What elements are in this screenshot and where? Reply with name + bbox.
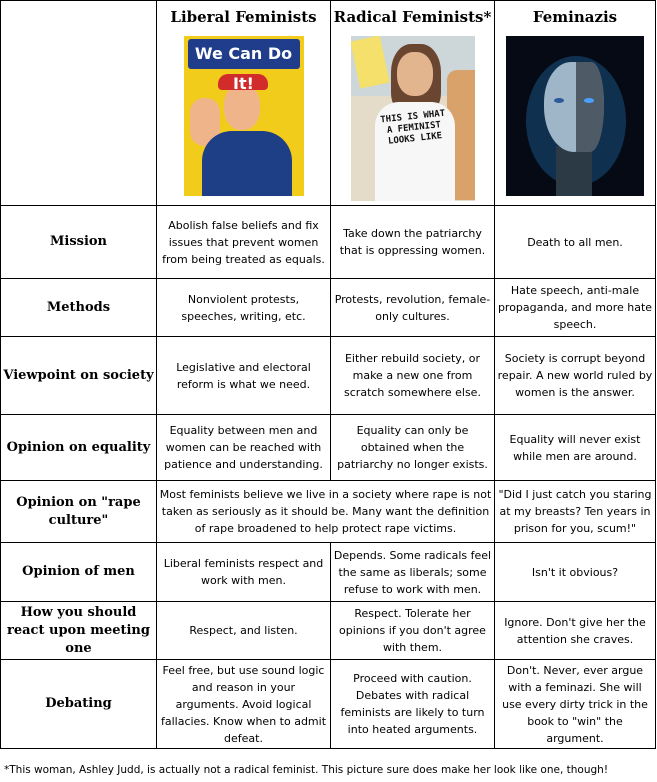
photo-face	[397, 52, 433, 96]
table-cell: Ignore. Don't give her the attention she craves.	[495, 602, 656, 660]
table-cell: Hate speech, anti-male propaganda, and more hate speech.	[495, 279, 656, 337]
table-cell: Death to all men.	[495, 206, 656, 279]
cyborg-neck	[556, 146, 592, 196]
cyborg-metal-half	[576, 62, 604, 152]
table-row-methods	[1, 279, 656, 337]
table-cell: Nonviolent protests, speeches, writing, etc.	[157, 279, 331, 337]
table-cell: Equality between men and women can be reached with patience and understanding.	[157, 415, 331, 481]
row-label: Methods	[1, 279, 157, 337]
row-label: Mission	[1, 206, 157, 279]
footnote: *This woman, Ashley Judd, is actually not a radical feminist. This picture sure does make her look like one, though!	[4, 764, 609, 776]
table-row-rape-culture	[1, 481, 656, 543]
header-row	[1, 1, 656, 206]
table-row-mission	[1, 206, 656, 279]
column-title-liberal: Liberal Feminists	[170, 8, 317, 26]
table-row-equality	[1, 415, 656, 481]
row-label: Debating	[1, 660, 157, 749]
table-cell: Either rebuild society, or make a new one from scratch somewhere else.	[331, 337, 495, 415]
table-cell: Society is corrupt beyond repair. A new world ruled by women is the answer.	[495, 337, 656, 415]
corner-cell	[1, 1, 157, 206]
column-header-liberal	[157, 1, 331, 206]
column-header-feminazis	[495, 1, 656, 206]
table-cell: Liberal feminists respect and work with men.	[157, 543, 331, 602]
poster-banner-text: We Can Do It!	[188, 39, 300, 69]
table-cell: Respect. Tolerate her opinions if you don't agree with them.	[331, 602, 495, 660]
table-cell: Abolish false beliefs and fix issues that prevent women from being treated as equals.	[157, 206, 331, 279]
table-row-react	[1, 602, 656, 660]
table-cell: Respect, and listen.	[157, 602, 331, 660]
row-label: Opinion on equality	[1, 415, 157, 481]
table-cell: Don't. Never, ever argue with a feminazi. She will use every dirty trick in the book to "win" the argument.	[495, 660, 656, 749]
cyborg-eye-left	[554, 98, 564, 103]
table-row-men	[1, 543, 656, 602]
table-cell: Protests, revolution, female-only cultures.	[331, 279, 495, 337]
table-cell: Equality can only be obtained when the patriarchy no longer exists.	[331, 415, 495, 481]
table-cell: Depends. Some radicals feel the same as liberals; some refuse to work with men.	[331, 543, 495, 602]
cyborg-eye-right	[584, 98, 594, 103]
table-cell: Legislative and electoral reform is what we need.	[157, 337, 331, 415]
table-cell: "Did I just catch you staring at my breasts? Ten years in prison for you, scum!"	[495, 481, 656, 543]
table-row-viewpoint	[1, 337, 656, 415]
table-cell: Proceed with caution. Debates with radical feminists are likely to turn into heated arguments.	[331, 660, 495, 749]
row-label: Viewpoint on society	[1, 337, 157, 415]
shirt-text: THIS IS WHAT A FEMINIST LOOKS LIKE	[379, 108, 446, 147]
cyborg-face-image	[506, 36, 644, 196]
row-label: Opinion on "rape culture"	[1, 481, 157, 543]
column-header-radical	[331, 1, 495, 206]
table-cell: Take down the patriarchy that is oppressing women.	[331, 206, 495, 279]
row-label: How you should react upon meeting one	[1, 602, 157, 660]
protester-photo-image	[351, 36, 475, 201]
column-title-feminazis: Feminazis	[532, 8, 618, 26]
table-cell: Equality will never exist while men are around.	[495, 415, 656, 481]
we-can-do-it-poster-image	[184, 36, 304, 196]
column-title-radical: Radical Feminists*	[333, 8, 492, 26]
merged-table-cell: Most feminists believe we live in a society where rape is not taken as seriously as it should be. Many want the definition of rape broadened to help protect rape victims.	[157, 481, 495, 543]
table-cell: Isn't it obvious?	[495, 543, 656, 602]
table-row-debating	[1, 660, 656, 749]
row-label: Opinion of men	[1, 543, 157, 602]
poster-shirt	[202, 131, 292, 196]
table-cell: Feel free, but use sound logic and reason in your arguments. Avoid logical fallacies. Know when to admit defeat.	[157, 660, 331, 749]
